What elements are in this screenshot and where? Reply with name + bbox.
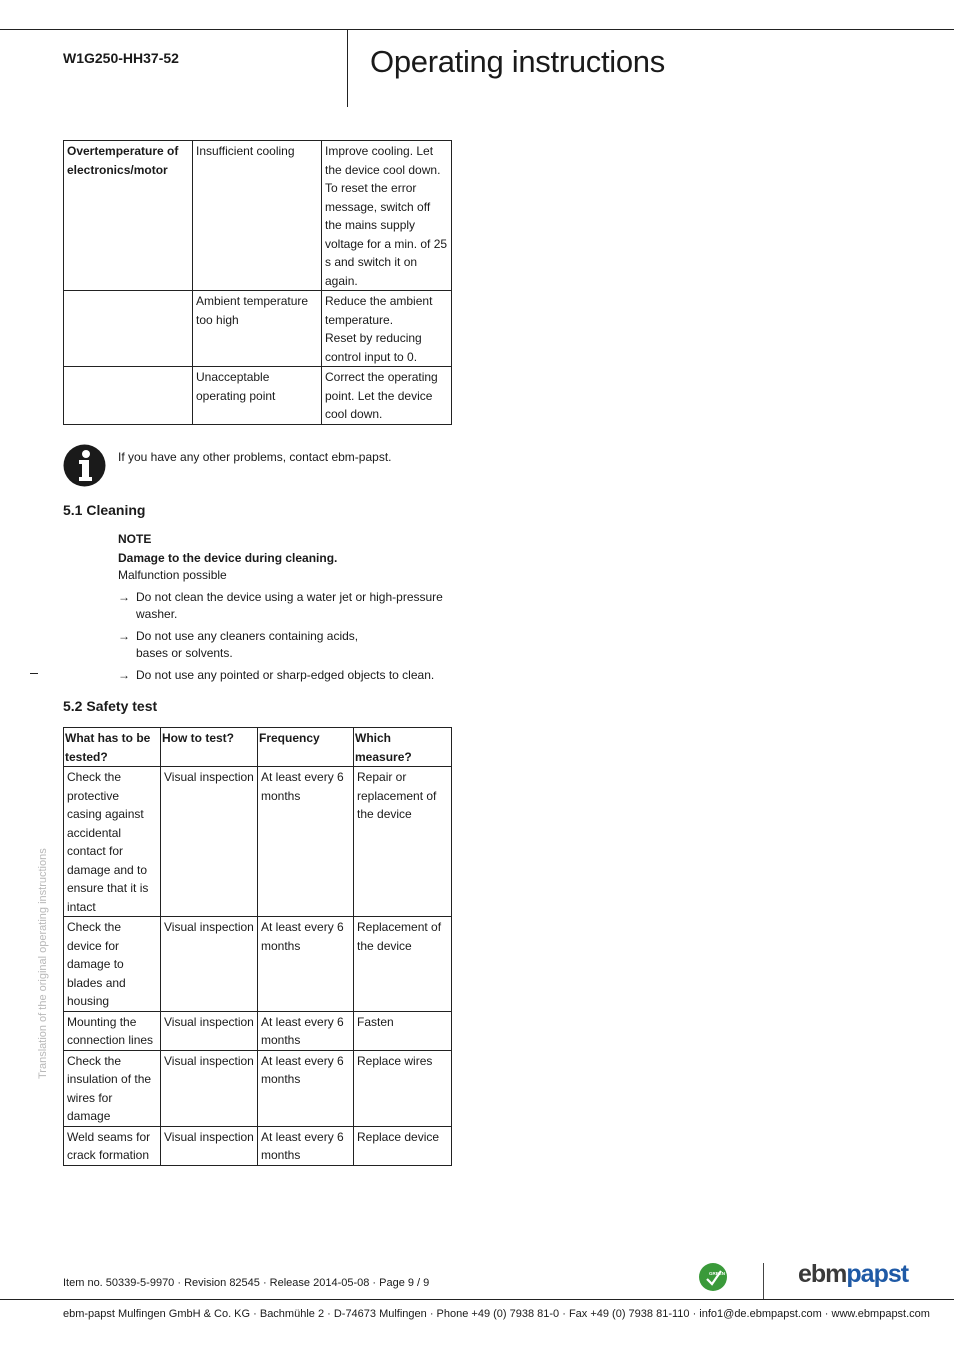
top-rule: [0, 29, 954, 30]
bullet-text: Do not use any pointed or sharp-edged objects to clean.: [136, 668, 435, 682]
bullet-text: Do not clean the device using a water jet or high-pressure washer.: [136, 590, 443, 621]
table-row: [64, 291, 452, 367]
side-note: Translation of the original operating instructions: [37, 848, 49, 1079]
section-heading-cleaning: 5.1 Cleaning: [63, 502, 146, 518]
fault-cell: [64, 367, 193, 425]
model-number: W1G250-HH37-52: [63, 50, 179, 66]
table-cell: Weld seams for crack formation: [64, 1126, 161, 1165]
margin-mark: [30, 673, 38, 674]
arrow-icon: →: [118, 590, 130, 604]
green-tech-badge-icon: [698, 1262, 739, 1292]
table-row: [64, 1050, 452, 1126]
badge-text: GREEN TECH: [709, 1271, 739, 1276]
cause-cell: Insufficient cooling: [193, 141, 322, 291]
fault-cell: Overtemperature of electronics/motor: [64, 141, 193, 291]
company-info: ebm-papst Mulfingen GmbH & Co. KG · Bachmühle 2 · D-74673 Mulfingen · Phone +49 (0) 7938 81-0 · Fax +49 (0) 7938 81-110 · info1@de.ebmpapst.com · www.ebmpapst.com: [63, 1308, 930, 1320]
column-header: Which measure?: [354, 728, 452, 767]
table-cell: Visual inspection: [161, 917, 258, 1012]
item-info: Item no. 50339-5-9970 · Revision 82545 · Release 2014-05-08 · Page 9 / 9: [63, 1277, 430, 1289]
arrow-icon: →: [118, 668, 130, 682]
bullet-text: Do not use any cleaners containing acids, bases or solvents.: [136, 629, 359, 660]
table-cell: Visual inspection: [161, 1050, 258, 1126]
table-cell: Mounting the connection lines: [64, 1011, 161, 1050]
table-row: [64, 1126, 452, 1165]
arrow-icon: →: [118, 629, 130, 643]
table-cell: At least every 6 months: [258, 1126, 354, 1165]
column-header: Frequency: [258, 728, 354, 767]
table-row: [64, 1011, 452, 1050]
table-cell: Fasten: [354, 1011, 452, 1050]
section-heading-safety: 5.2 Safety test: [63, 698, 158, 714]
table-cell: Visual inspection: [161, 767, 258, 917]
fault-table: [63, 140, 452, 425]
table-cell: At least every 6 months: [258, 1011, 354, 1050]
footer-rule: [0, 1299, 954, 1300]
info-text: If you have any other problems, contact ebm-papst.: [118, 450, 392, 464]
table-cell: Check the insulation of the wires for damage: [64, 1050, 161, 1126]
list-item: [118, 628, 378, 662]
table-cell: At least every 6 months: [258, 767, 354, 917]
page-title: Operating instructions: [370, 44, 665, 79]
table-cell: Visual inspection: [161, 1126, 258, 1165]
remedy-cell: Improve cooling. Let the device cool down. To reset the error message, switch off the mains supply voltage for a min. of 25 s and switch it on again.: [322, 141, 452, 291]
table-cell: Visual inspection: [161, 1011, 258, 1050]
table-row: [64, 767, 452, 917]
table-row: [64, 367, 452, 425]
column-header: How to test?: [161, 728, 258, 767]
footer-divider: [763, 1263, 764, 1299]
fault-cell: [64, 291, 193, 367]
list-item: [118, 667, 458, 684]
cause-cell: Unacceptable operating point: [193, 367, 322, 425]
info-icon: [63, 444, 106, 487]
remedy-cell: Correct the operating point. Let the device cool down.: [322, 367, 452, 425]
note-title: Damage to the device during cleaning.: [118, 551, 338, 565]
list-item: [118, 589, 458, 623]
table-cell: At least every 6 months: [258, 1050, 354, 1126]
table-cell: Replace wires: [354, 1050, 452, 1126]
table-row: [64, 917, 452, 1012]
column-header: What has to be tested?: [64, 728, 161, 767]
note-label: NOTE: [118, 532, 152, 546]
note-subtitle: Malfunction possible: [118, 568, 227, 582]
table-header-row: [64, 728, 452, 767]
header-divider: [347, 29, 348, 107]
table-cell: Replace device: [354, 1126, 452, 1165]
table-cell: Check the device for damage to blades and housing: [64, 917, 161, 1012]
table-cell: At least every 6 months: [258, 917, 354, 1012]
table-cell: Check the protective casing against accidental contact for damage and to ensure that it is intact: [64, 767, 161, 917]
table-row: [64, 141, 452, 291]
cause-cell: Ambient temperature too high: [193, 291, 322, 367]
ebmpapst-logo: ebmpapst: [798, 1260, 909, 1288]
remedy-cell: Reduce the ambient temperature. Reset by reducing control input to 0.: [322, 291, 452, 367]
safety-test-table: [63, 727, 452, 1166]
table-cell: Replacement of the device: [354, 917, 452, 1012]
table-cell: Repair or replacement of the device: [354, 767, 452, 917]
